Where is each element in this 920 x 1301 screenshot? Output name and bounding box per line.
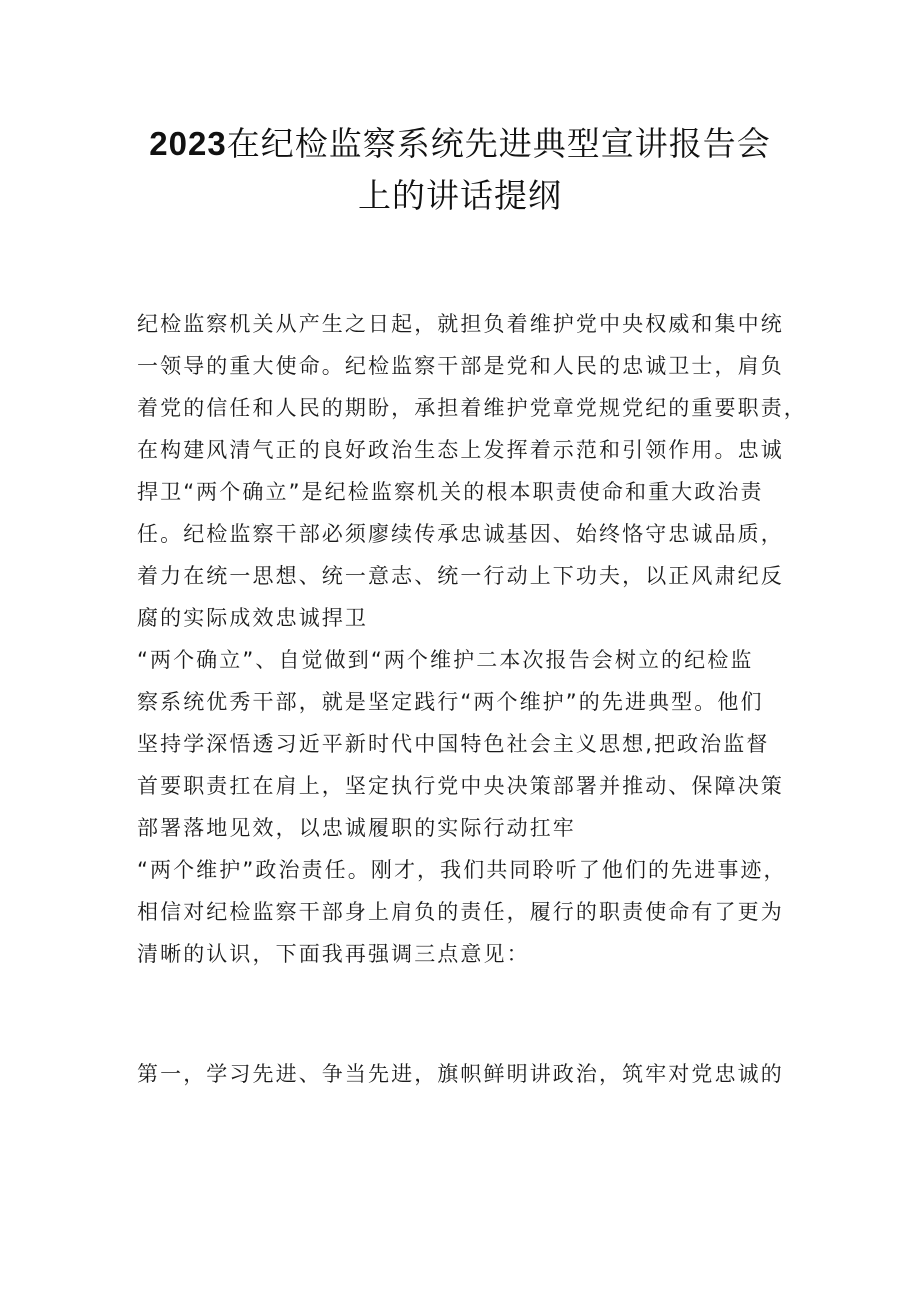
body-line: 捍卫“两个确立”是纪检监察机关的根本职责使命和重大政治责: [137, 480, 764, 504]
title-year: 2023: [149, 125, 227, 162]
body-line: 纪检监察机关从产生之日起，就担负着维护党中央权威和集中统: [137, 312, 784, 336]
body-line: 任。纪检监察干部必须廖续传承忠诚基因、始终恪守忠诚品质，: [137, 522, 784, 546]
body-line: 相信对纪检监察干部身上肩负的责任，履行的职责使命有了更为: [137, 900, 784, 924]
body-line: 着党的信任和人民的期盼，承担着维护党章党规党纪的重要职责，: [137, 396, 807, 420]
body-line: “两个维护”政治责任。刚才，我们共同聆听了他们的先进事迹，: [137, 858, 787, 882]
body-line: 在构建风清气正的良好政治生态上发挥着示范和引领作用。忠诚: [137, 438, 784, 462]
body-line: 首要职责扛在肩上，坚定执行党中央决策部署并推动、保障决策: [137, 774, 784, 798]
body-line: “两个确立”、自觉做到“两个维护二本次报告会树立的纪检监: [137, 648, 754, 672]
body-line: 一领导的重大使命。纪检监察干部是党和人民的忠诚卫士，肩负: [137, 354, 784, 378]
body-line: 腐的实际成效忠诚捍卫: [137, 606, 368, 630]
title-line-1: [100, 118, 820, 170]
body-line: 部署落地见效，以忠诚履职的实际行动扛牢: [137, 816, 576, 840]
body-line: 坚持学深悟透习近平新时代中国特色社会主义思想,把政治监督: [137, 732, 770, 756]
body-line: 第一，学习先进、争当先进，旗帜鲜明讲政治，筑牢对党忠诚的: [137, 1062, 784, 1086]
body-line: 清晰的认识，下面我再强调三点意见：: [137, 942, 530, 966]
title-text-1: 在纪检监察系统先进典型宣讲报告会: [226, 124, 771, 163]
document-title: [100, 118, 820, 222]
title-line-2: 上的讲话提纲: [358, 176, 562, 215]
body-line: 察系统优秀干部，就是坚定践行“两个维护”的先进典型。他们: [137, 690, 764, 714]
body-line: 着力在统一思想、统一意志、统一行动上下功夫，以正风肃纪反: [137, 564, 784, 588]
